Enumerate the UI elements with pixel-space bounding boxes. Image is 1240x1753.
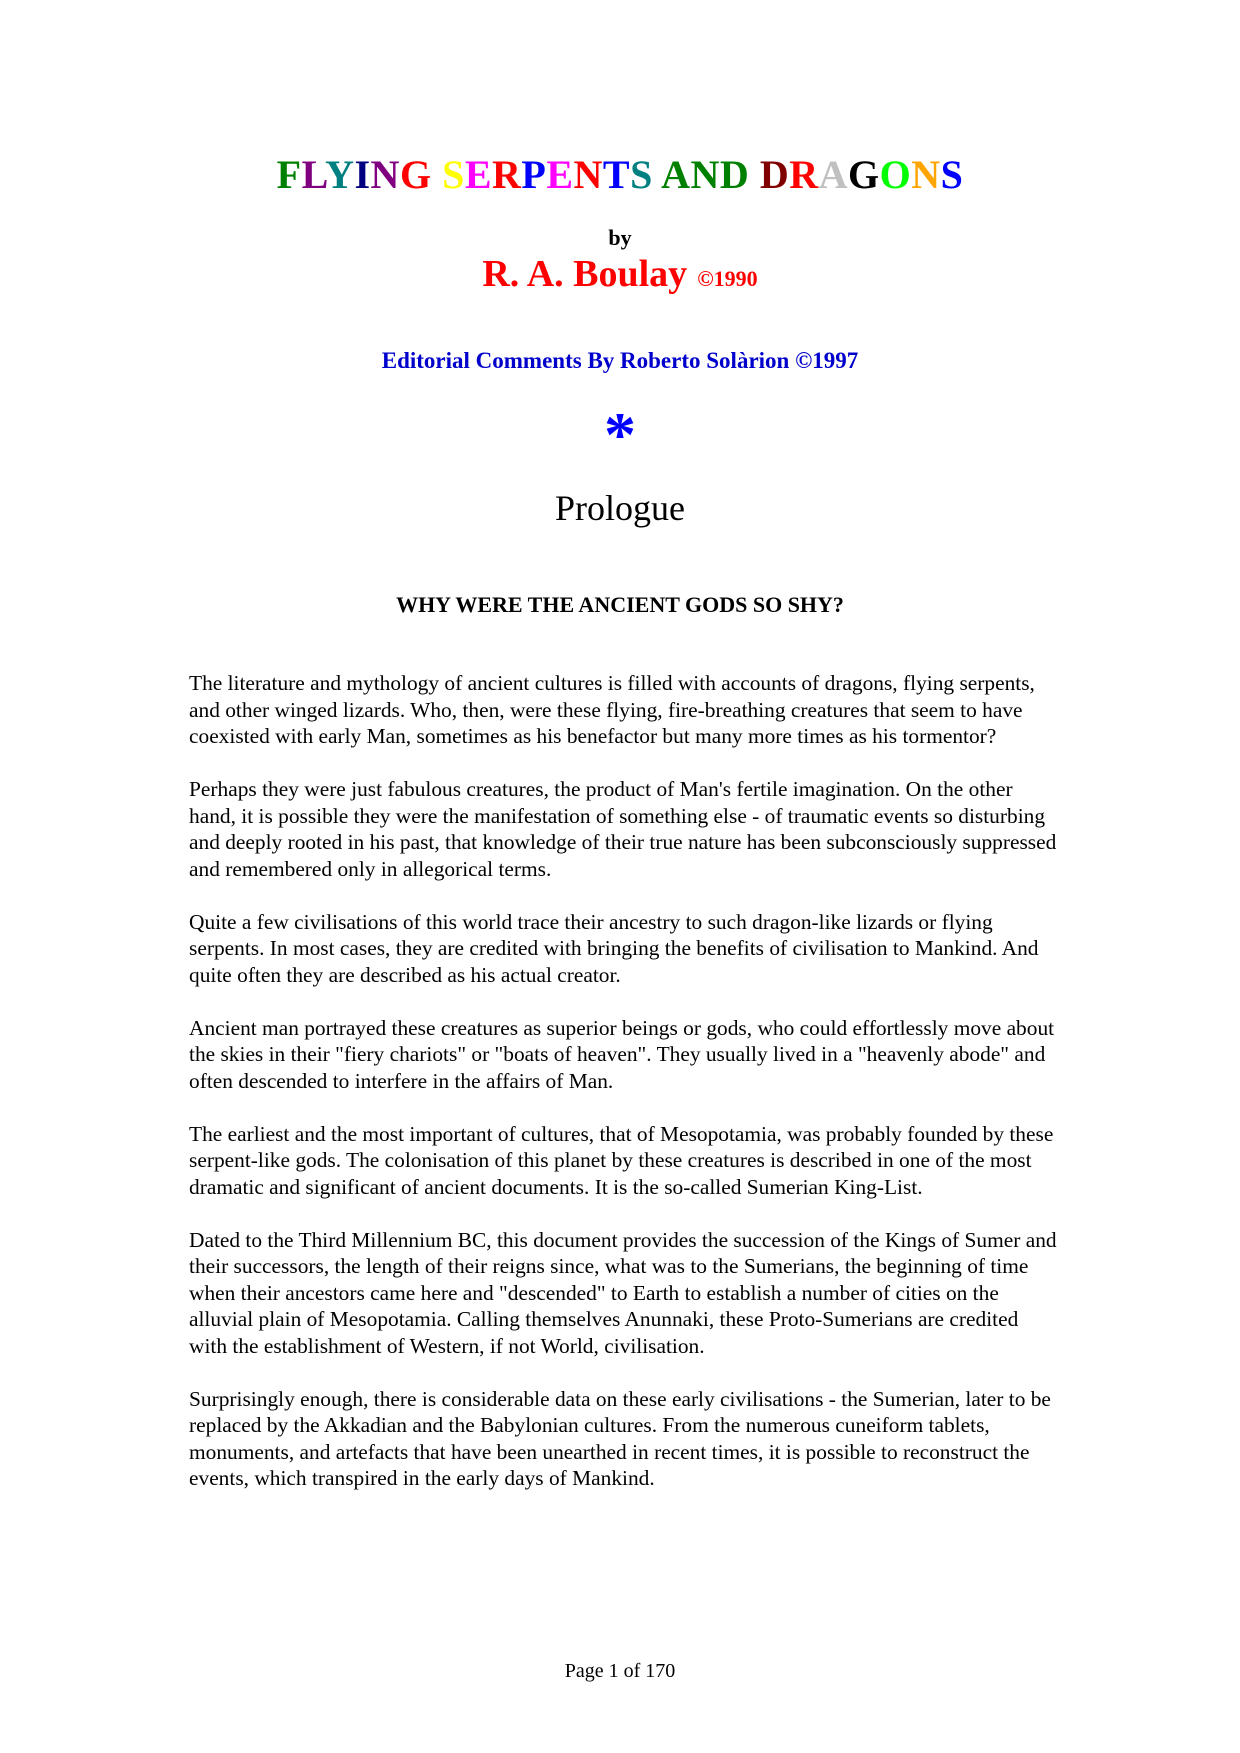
asterisk-ornament: * [604, 399, 636, 470]
paragraph: The literature and mythology of ancient cultures is filled with accounts of dragons, flying serpents, and other winged lizards. Who, then, were these flying, fire-breathing creatures that seem to have coexisted with early Man, sometimes as his benefactor but many more times as his tormentor? [189, 671, 1035, 748]
title-letter: I [354, 152, 371, 197]
title-letter: P [521, 152, 547, 197]
title-letter: S [630, 152, 653, 197]
title-letter: S [442, 152, 465, 197]
author-name: R. A. Boulay [482, 253, 688, 295]
author-line [0, 250, 1240, 298]
page-number: Page 1 of 170 [564, 1660, 676, 1682]
title-letter: Y [325, 152, 355, 197]
title-letter: T [602, 152, 631, 197]
body-text [189, 670, 1059, 1518]
editorial-credit: Editorial Comments By Roberto Solàrion ©1997 [381, 348, 859, 373]
book-title [0, 150, 1240, 200]
title-letter: G [399, 152, 432, 197]
title-letter: N [370, 152, 400, 197]
title-letter: L [301, 152, 326, 197]
title-letter: N [911, 152, 941, 197]
paragraph: Ancient man portrayed these creatures as superior beings or gods, who could effortlessly move about the skies in their "fiery chariots" or "boats of heaven". They usually lived in a "heavenly abode" and often descended to interfere in the affairs of Man. [189, 1015, 1055, 1093]
title-letter: S [940, 152, 964, 197]
title-letter: R [789, 152, 819, 197]
title-letter: G [847, 152, 880, 197]
title-letter: E [464, 152, 492, 197]
paragraph: Perhaps they were just fabulous creatures, the product of Man's fertile imagination. On the other hand, it is possible they were the manifestation of something else - of traumatic events so disturbing and deeply rooted in his past, that knowledge of their true nature has been subconsciously suppressed and remembered only in allegorical terms. [189, 777, 1057, 881]
title-word [760, 152, 964, 197]
title-word [277, 152, 432, 197]
title-letter: A [661, 152, 691, 197]
author-copyright: ©1990 [697, 266, 758, 291]
paragraph: Dated to the Third Millennium BC, this document provides the succession of the Kings of Sumer and their successors, the length of their reigns since, what was to the Sumerians, the beginning of time when their ancestors came here and "descended" to Earth to establish a number of cities on the alluvial plain of Mesopotamia. Calling themselves Anunnaki, these Proto-Sumerians are credited with the establishment of Western, if not World, civilisation. [189, 1227, 1057, 1358]
title-letter: N [573, 152, 603, 197]
section-title: Prologue [555, 488, 685, 528]
paragraph: Surprisingly enough, there is considerable data on these early civilisations - the Sumerian, later to be replaced by the Akkadian and the Babylonian cultures. From the numerous cuneiform tablets, monuments, and artefacts that have been unearthed in recent times, it is possible to reconstruct the events, which transpired in the early days of Mankind. [189, 1386, 1051, 1490]
title-word [442, 152, 653, 197]
paragraph: Quite a few civilisations of this world trace their ancestry to such dragon-like lizards or flying serpents. In most cases, they are credited with bringing the benefits of civilisation to Mankind. And quite often they are described as his actual creator. [189, 909, 1039, 987]
title-letter: R [492, 152, 522, 197]
title-letter: N [690, 152, 720, 197]
title-letter: E [546, 152, 574, 197]
title-letter: D [759, 152, 790, 197]
paragraph: The earliest and the most important of cultures, that of Mesopotamia, was probably founded by these serpent-like gods. The colonisation of this planet by these creatures is described in one of the most dramatic and significant of ancient documents. It is the so-called Sumerian King-List. [189, 1121, 1054, 1199]
chapter-subtitle: WHY WERE THE ANCIENT GODS SO SHY? [396, 592, 844, 617]
title-letter: A [818, 152, 848, 197]
title-word [661, 152, 749, 197]
by-line: by [608, 225, 632, 250]
title-letter: D [719, 152, 750, 197]
title-letter: O [879, 152, 912, 197]
title-letter: F [276, 152, 302, 197]
